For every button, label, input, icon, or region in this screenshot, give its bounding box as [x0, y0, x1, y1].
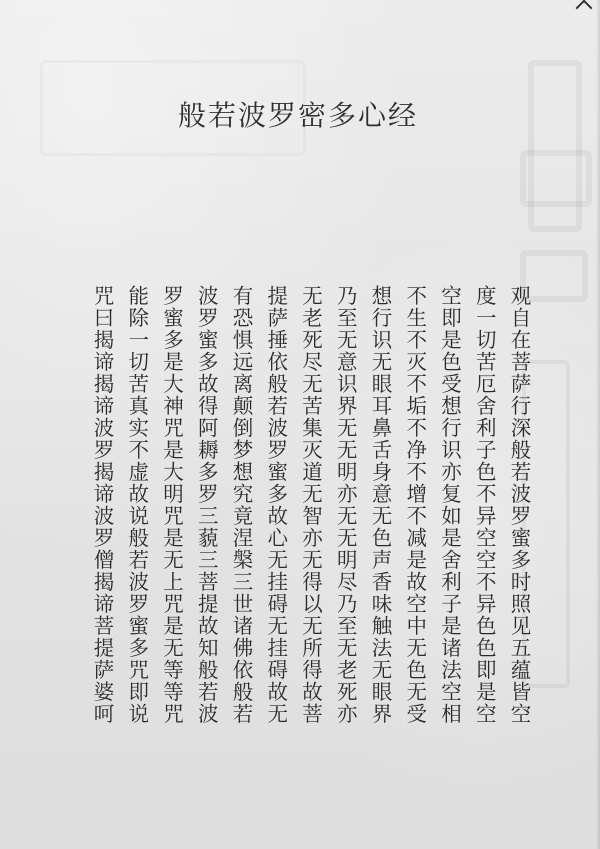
text-column: 罗蜜多是大神咒是大明咒是无上咒是无等等咒	[159, 285, 184, 725]
text-column: 观自在菩萨行深般若波罗蜜多时照见五蕴皆空	[507, 285, 531, 725]
text-column: 乃至无意识界无无明亦无无明尽乃至无老死亦	[333, 285, 358, 725]
text-column: 提萨捶依般若波罗蜜多故心无挂碍无挂碍故无	[263, 285, 288, 725]
corner-arrow-icon	[576, 0, 593, 16]
text-column: 有恐惧远离颠倒梦想究竟涅槃三世诸佛依般若	[229, 285, 253, 725]
text-column: 想行识无眼耳鼻舌身意无色声香味触法无眼界	[368, 285, 392, 725]
text-column: 无老死尽无苦集灭道无智亦无得以无所得故菩	[298, 285, 323, 725]
text-column: 能除一切苦真实不虚故说般若波罗蜜多咒即说	[124, 285, 149, 725]
text-column: 度一切苦厄舍利子色不异空空不异色色即是空	[472, 285, 497, 725]
bleed-through-mark	[520, 150, 592, 207]
text-column: 咒曰揭谛揭谛波罗揭谛波罗僧揭谛菩提萨婆呵	[90, 285, 114, 725]
text-column: 波罗蜜多故得阿耨多罗三藐三菩提故知般若波	[194, 285, 219, 725]
text-column: 不生不灭不垢不净不增不减是故空中无色无受	[402, 285, 427, 725]
sutra-text	[88, 285, 533, 785]
page-edge-shadow	[596, 0, 600, 849]
page-title: 般若波罗密多心经	[177, 99, 418, 132]
text-column: 空即是色受想行识亦复如是舍利子是诸法空相	[437, 285, 462, 725]
